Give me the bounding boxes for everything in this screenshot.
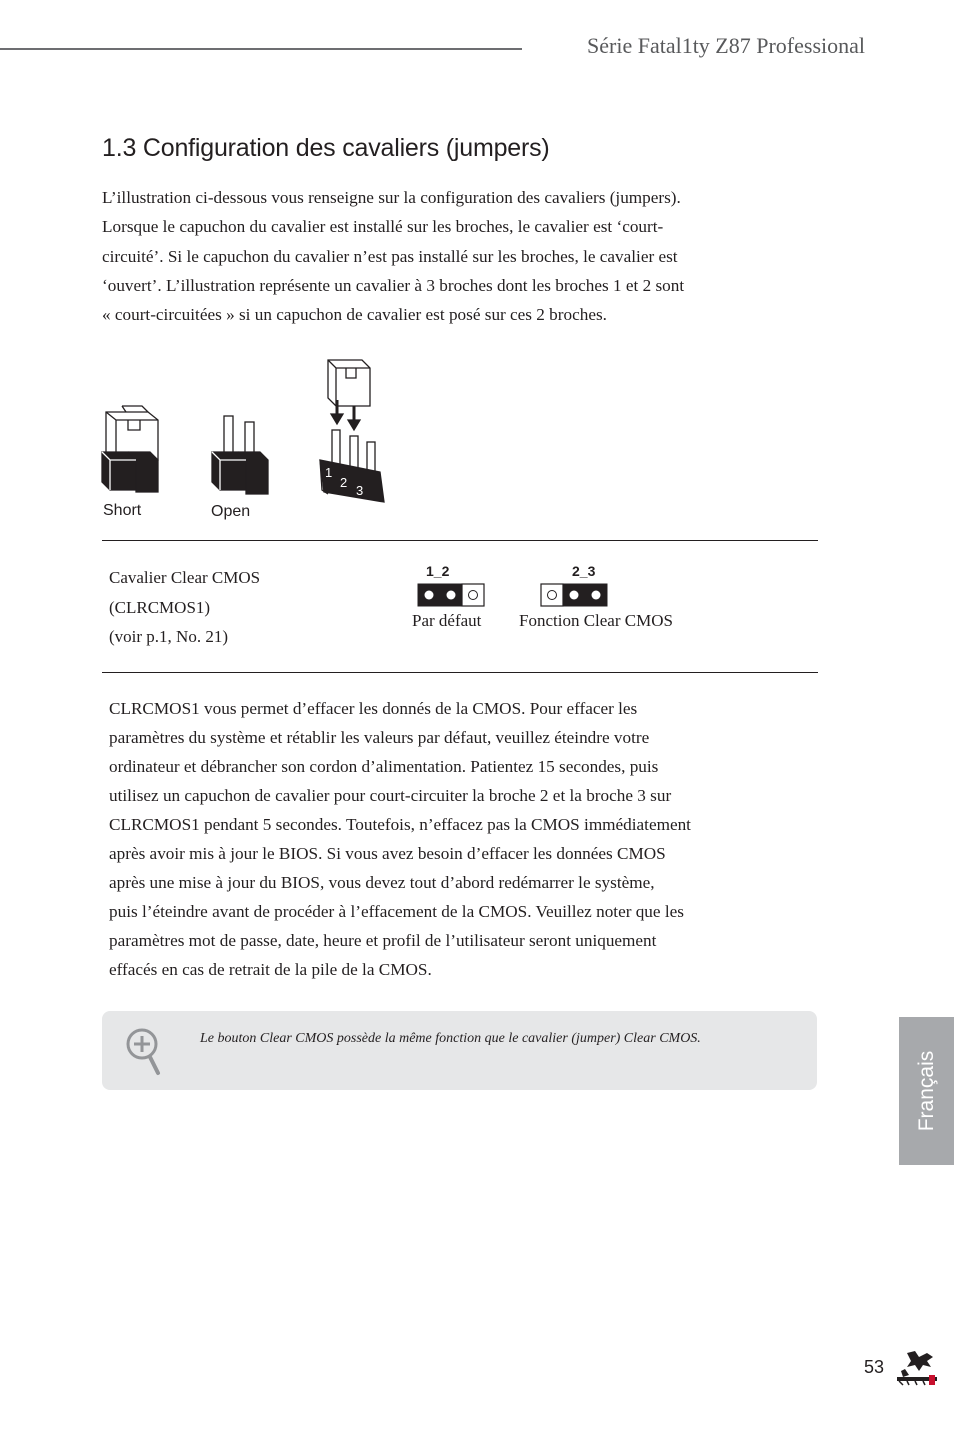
intro-line: circuité’. Si le capuchon du cavalier n’est pas installé sur les broches, le cavalier est (102, 246, 678, 266)
default-pin-setting (417, 583, 485, 607)
running-header-title: Série Fatal1ty Z87 Professional (587, 33, 866, 58)
clear-pin-number: 2_3 (572, 563, 596, 579)
default-setting-label: Par défaut (412, 611, 482, 630)
body-line: utilisez un capuchon de cavalier pour court-circuiter la broche 2 et la broche 3 sur (109, 786, 672, 805)
intro-line: Lorsque le capuchon du cavalier est installé sur les broches, le cavalier est ‘court- (102, 217, 664, 237)
short-label: Short (103, 502, 142, 519)
jumper-name-line: (voir p.1, No. 21) (109, 627, 228, 646)
intro-line: ‘ouvert’. L’illustration représente un cavalier à 3 broches dont les broches 1 et 2 sont (102, 275, 685, 295)
intro-paragraph (102, 183, 782, 329)
jumper-illustration (98, 352, 398, 528)
body-line: effacés en cas de retrait de la pile de la CMOS. (109, 960, 432, 979)
jumper-name-line: Cavalier Clear CMOS (109, 568, 261, 587)
pin-label-1: 1 (325, 465, 333, 480)
body-line: après une mise à jour du BIOS, vous devez tout d’abord redémarrer le système, (109, 873, 655, 892)
language-side-tab-label: Français (914, 1050, 938, 1132)
page-number: 53 (864, 1357, 885, 1377)
intro-line: « court-circuitées » si un capuchon de cavalier est posé sur ces 2 broches. (102, 305, 607, 325)
language-side-tab (899, 1017, 954, 1165)
jumper-diagram (98, 352, 398, 528)
three-pin-jumper-drawing (320, 360, 384, 502)
note-text: Le bouton Clear CMOS possède la même fonction que le cavalier (jumper) Clear CMOS. (200, 1031, 701, 1046)
clear-cmos-pin-setting (540, 583, 608, 607)
body-line: paramètres du système et rétablir les valeurs par défaut, veuillez éteindre votre (109, 728, 650, 747)
pin-label-3: 3 (356, 483, 364, 498)
fatal1ty-logo (893, 1349, 945, 1389)
section-heading: 1.3 Configuration des cavaliers (jumpers) (102, 134, 550, 162)
clrcmos-description (109, 694, 789, 984)
jumper-name-line: (CLRCMOS1) (109, 597, 211, 617)
intro-line: L’illustration ci-dessous vous renseigne sur la configuration des cavaliers (jumpers). (102, 188, 681, 207)
open-jumper-drawing (212, 416, 268, 494)
magnifier-plus-icon (124, 1026, 164, 1078)
note-box (102, 1011, 817, 1090)
jumper-name-cell (109, 563, 260, 652)
body-line: CLRCMOS1 vous permet d’effacer les donnés de la CMOS. Pour effacer les (109, 699, 638, 718)
body-line: CLRCMOS1 pendant 5 secondes. Toutefois, n’effacez pas la CMOS immédiatement (109, 815, 691, 834)
table-bottom-rule (102, 672, 818, 673)
body-line: ordinateur et débrancher son cordon d’alimentation. Patientez 15 secondes, puis (109, 757, 659, 776)
open-label: Open (211, 503, 251, 520)
body-line: puis l’éteindre avant de procéder à l’effacement de la CMOS. Veuillez noter que les (109, 902, 684, 921)
body-line: paramètres mot de passe, date, heure et profil de l’utilisateur seront uniquement (109, 931, 657, 950)
clear-setting-label: Fonction Clear CMOS (519, 611, 673, 630)
short-jumper-drawing (102, 406, 158, 492)
default-pin-number: 1_2 (426, 563, 450, 579)
body-line: après avoir mis à jour le BIOS. Si vous avez besoin d’effacer les données CMOS (109, 844, 666, 863)
pin-label-2: 2 (340, 475, 348, 490)
header-rule (0, 48, 522, 50)
table-top-rule (102, 540, 818, 541)
